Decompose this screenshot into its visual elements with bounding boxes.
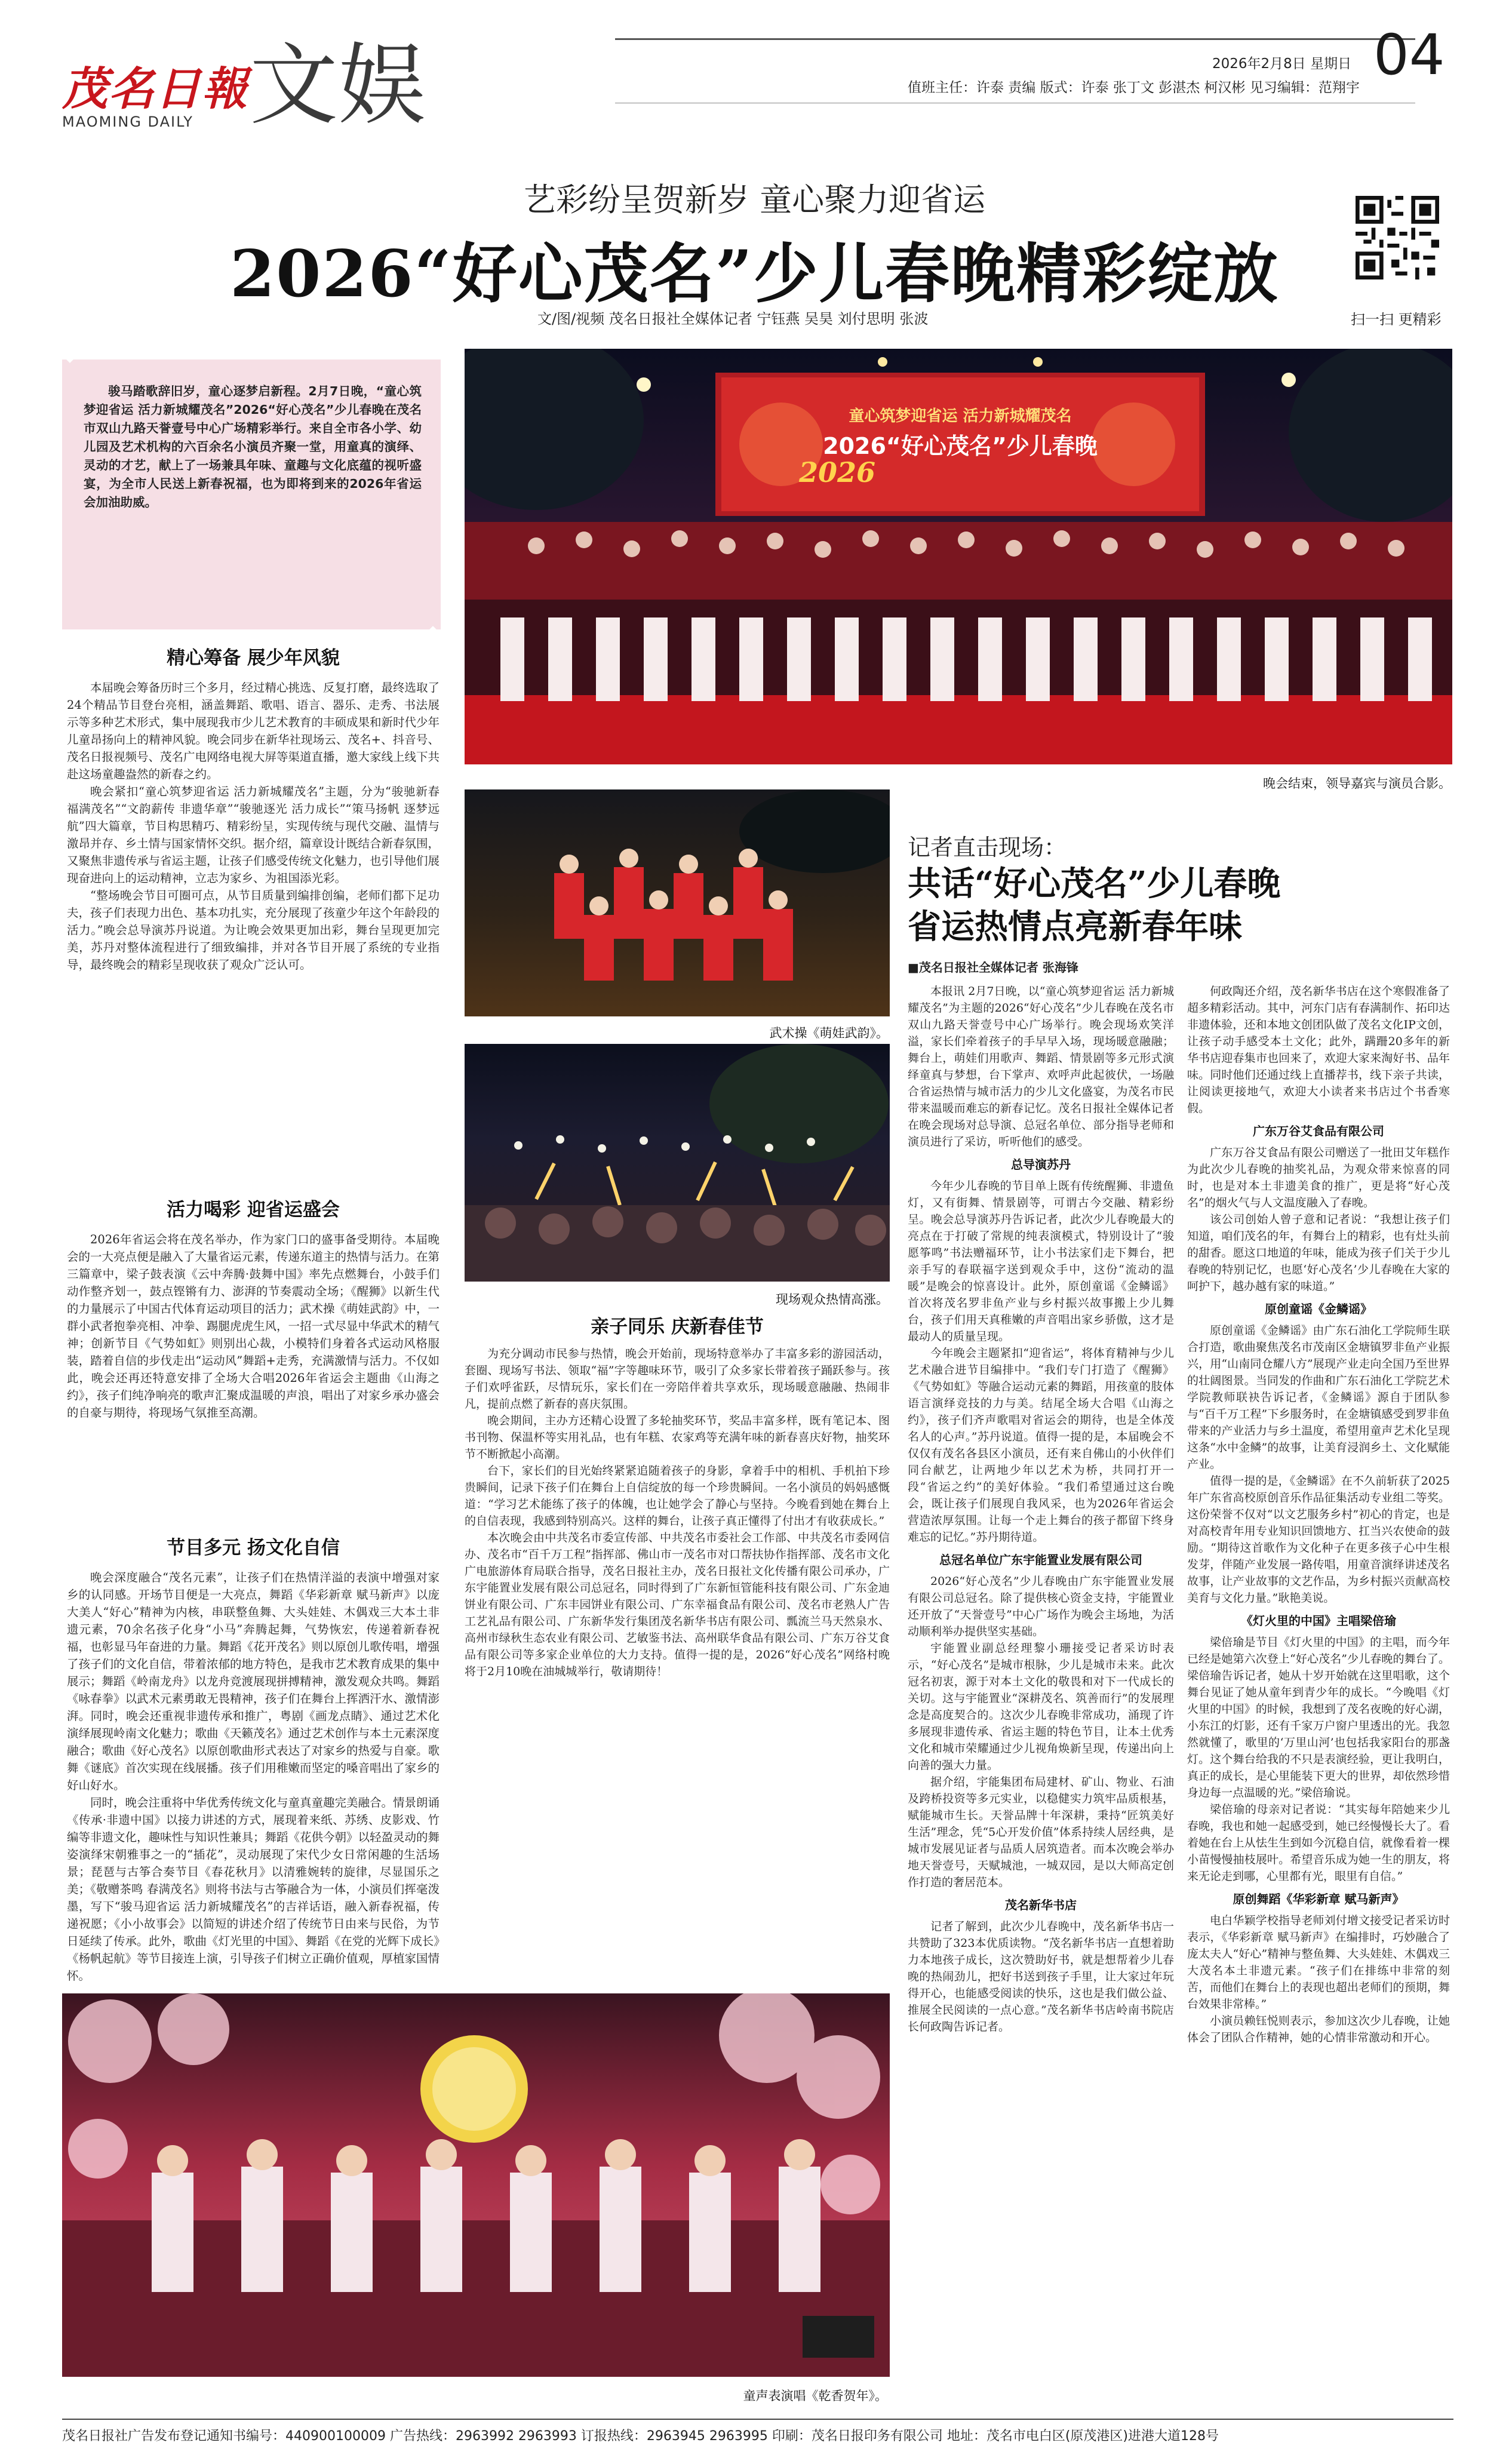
bottom-photo-art: [62, 1993, 890, 2377]
left-section-2: [67, 1194, 440, 1421]
org-head: 总导演苏丹: [1011, 1157, 1071, 1172]
right-article-title-1: 共话“好心茂名”少儿春晚: [908, 864, 1281, 904]
para: 今年少儿春晚的节目单上既有传统醒狮、非遗鱼灯，又有街舞、情景剧等，可谓古今交融、精彩纷呈。晚会总导演苏丹告诉记者，此次少儿春晚最大的亮点在于打破了常规的纯表演模式，特别设计了“骏愿筝鸣”书法赠福环节，让小书法家们走下舞台，把亲手写的春联福字送到观众手中，这份“流动的温暖”是晚会的惊喜设计。此外，原创童谣《金鳞谣》首次将茂名罗非鱼产业与乡村振兴故事搬上少儿舞台，孩子们用天真稚嫩的声音唱出家乡骄傲，这才是最动人的质量呈现。: [908, 1179, 1174, 1343]
qr-caption: 扫一扫 更精彩: [1351, 311, 1442, 328]
para: 电白华颖学校指导老师刘付增文接受记者采访时表示，《华彩新章 赋马新声》在编排时，巧妙融合了庞太夫人“好心”精神与整鱼舞、大头娃娃、木偶戏三大茂名本土非遗元素。“孩子们在排练中非常的刻苦，而他们在舞台上的表现也超出老师们的预期，舞台效果非常棒。”: [1187, 1914, 1450, 2011]
masthead-logo: 茂名日報: [62, 62, 248, 115]
lead-paragraph: 骏马踏歌辞旧岁，童心逐梦启新程。2月7日晚，“童心筑梦迎省运 活力新城耀茂名”2026“好心茂名”少儿春晚在茂名市双山九路天誉壹号中心广场精彩举行。来自全市各小学、幼儿园及艺术机构的六百余名小演员齐聚一堂，用童真的演绎、灵动的才艺，献上了一场兼具年味、童趣与文化底蕴的视听盛宴，为全市人民送上新春祝福，也为即将到来的2026年省运会加油助威。: [84, 384, 422, 509]
hero-photo: [465, 349, 1452, 764]
org-head: 总冠名单位广东宇能置业发展有限公司: [939, 1553, 1142, 1567]
wushu-caption: 武术操《萌娃武韵》。: [769, 1026, 889, 1040]
bottom-photo: [62, 1993, 890, 2377]
para: 为充分调动市民参与热情，晚会开始前，现场特意举办了丰富多彩的游园活动，套圈、现场写书法、领取“福”字等趣味环节，吸引了众多家长带着孩子踊跃参与。孩子们欢呼雀跃，尽情玩乐，家长们在一旁陪伴着共享欢乐，现场暖意融融、热闹非凡，提前点燃了新春的喜庆氛围。: [465, 1347, 890, 1411]
audience-photo-art: [465, 1044, 890, 1282]
para: 2026“好心茂名”少儿春晚由广东宇能置业发展有限公司总冠名。除了提供核心资金支持，宇能置业还开放了“天誉壹号”中心广场作为晚会主场地，为活动顺利举办提供坚实基础。: [908, 1575, 1174, 1638]
para: 梁倍瑜的母亲对记者说：“其实每年陪她来少儿春晚，我也和她一起感受到，她已经慢慢长大了。看着她在台上从怯生生到如今沉稳自信，就像看着一棵小苗慢慢抽枝展叶。希望音乐成为她一生的朋友，将来无论走到哪，心里都有光，眼里有自信。”: [1187, 1803, 1450, 1883]
editor-credits: 值班主任：许泰 责编 版式：许泰 张丁文 彭湛杰 柯汉彬 见习编辑：范翔宇: [908, 80, 1360, 96]
para: 记者了解到，此次少儿春晚中，茂名新华书店一共赞助了323本优质读物。“茂名新华书店一直想着助力本地孩子成长，这次赞助好书，就是想帮着少儿春晚的热闹劲儿，把好书送到孩子手里，让大家过年玩得开心，也能感受阅读的快乐，这也是我们做公益、推展全民阅读的一点心意。”茂名新华书店岭南书院店长何政陶告诉记者。: [908, 1920, 1174, 2033]
para: 本次晚会由中共茂名市委宣传部、中共茂名市委社会工作部、中共茂名市委网信办、茂名市“百千万工程”指挥部、佛山市一茂名市对口帮扶协作指挥部、茂名市文化广电旅游体育局联合指导，茂名日报社主办，茂名日报社文化传播有限公司承办，广东宇能置业发展有限公司总冠名，同时得到了广东新恒管能科技有限公司、广东金迪饼业有限公司、广东丰园饼业有限公司、广东幸福食品有限公司、茂名市老熟人广告工艺礼品有限公司、广东新华发行集团茂名新华书店有限公司、瓢流兰马天然泉水、高州市绿秋生态农业有限公司、艺敏鉴书法、高州联华食品有限公司、广东万谷艾食品有限公司等多家企业单位的大力支持。值得一提的是，2026“好心茂名”网络村晚将于2月10晚在油城城举行，敬请期待！: [465, 1531, 890, 1678]
para: 该公司创始人曾子意和记者说：“我想让孩子们知道，咱们茂名的年，有舞台上的精彩，也有灶头前的甜香。愿这口地道的年味，能成为孩子们关于少儿春晚的特别记忆，也愿‘好心茂名’少儿春晚在大家的呵护下，越办越有家的味道。”: [1187, 1213, 1450, 1293]
para: 梁倍瑜是节目《灯火里的中国》的主唱，而今年已经是她第六次登上“好心茂名”少儿春晚的舞台了。梁倍瑜告诉记者，她从十岁开始就在这里唱歌，这个舞台见证了她从童年到青少年的成长。“今晚唱《灯火里的中国》的时候，我想到了茂名夜晚的好心湖，小东江的灯影，还有千家万户窗户里透出的光。我忽然就懂了，歌里的‘万里山河’也包括我家阳台的那盏灯。这个舞台给我的不只是表演经验，更让我明白，真正的成长，是心里能装下更大的世界，却依然珍惜身边每一点温暖的光。”梁倍瑜说。: [1187, 1636, 1450, 1799]
left-section-3: [67, 1532, 440, 1984]
audience-photo: [465, 1044, 890, 1282]
para: 台下，家长们的目光始终紧紧追随着孩子的身影，拿着手中的相机、手机拍下珍贵瞬间，记录下孩子们在舞台上自信绽放的每一个珍贵瞬间。一名小演员的妈妈感慨道：“学习艺术能练了孩子的体魄，也让她学会了静心与坚持。今晚看到她在舞台上的自信表现，我感到特别高兴。这样的舞台，让孩子真正懂得了付出才有收获成长。”: [465, 1464, 890, 1528]
right-col-b: [1187, 983, 1450, 2046]
audience-caption: 现场观众热情高涨。: [776, 1292, 889, 1307]
para: 晚会期间，主办方还精心设置了多轮抽奖环节，奖品丰富多样，既有笔记本、图书刊物、保温杯等实用礼品，也有年糕、农家鸡等充满年味的新春喜庆好物，抽奖环节不断掀起小高潮。: [465, 1414, 890, 1461]
header-rule: [615, 38, 1415, 40]
photo-banner-line2: 2026“好心茂名”少儿春晚: [823, 433, 1098, 459]
headline-kicker: 艺彩纷呈贺新岁 童心聚力迎省运: [523, 181, 986, 219]
para: 原创童谣《金鳞谣》由广东石油化工学院师生联合打造，歌曲聚焦茂名市茂南区金塘镇罗非鱼产业振兴，用“山南同仓耀八方”展现产业走向全国乃至世界的壮阔图景。当同发的作曲和广东石油化工学院艺术学院教师联袂告诉记者，《金鳞谣》源自于团队参与“百千万工程”下乡服务时，在金塘镇感受到罗非鱼带来的产业活力与乡土温度，希望用童声艺术化呈现这条“水中金鳞”的故事，让美育浸润乡土、文化赋能产业。: [1187, 1324, 1450, 1471]
bottom-caption: 童声表演唱《乾香贺年》。: [743, 2389, 887, 2403]
footer-rule: [62, 2419, 1453, 2420]
section-title: 文娱: [250, 34, 426, 137]
para: 今年晚会主题紧扣“迎省运”，将体育精神与少儿艺术融合进节目编排中。“我们专门打造了《醒狮》《气势如虹》等融合运动元素的舞蹈，用孩童的肢体语言演绎竞技的力与美。结尾全场大合唱《山海之约》，孩子们齐声歌唱对省运会的期待，也是全体茂名人的心声。”苏丹说道。值得一提的是，本届晚会不仅仅有茂名各县区小演员，还有来自佛山的小伙伴们同台献艺，让两地少年以艺术为桥，共同打开一段“省运之约”的美好体验。“我们希望通过这台晚会，既让孩子们展现自我风采，也为2026年省运会营造浓厚氛围。让每一个走上舞台的孩子都留下终身难忘的记忆。”苏丹期待道。: [908, 1347, 1174, 1544]
page-number: 04: [1373, 23, 1445, 88]
lead-corner-tl: [59, 341, 81, 363]
photo-year-sign: 2026: [799, 456, 876, 489]
para: 晚会深度融合“茂名元素”，让孩子们在热情洋溢的表演中增强对家乡的认同感。开场节目便是一大亮点，舞蹈《华彩新章 赋马新声》以庞大美人“好心”精神为内核，串联整鱼舞、大头娃娃、木偶戏三大本土非遗元素，70余名孩子化身“小马”奔腾起舞，气势恢宏，传递着新春祝福，也彰显马年奋进的力量。舞蹈《花开茂名》则以原创儿歌传唱，增强了孩子们的文化自信，带着浓郁的地方特色，是我市艺术教育成果的集中展示；舞蹈《岭南龙舟》以龙舟竞渡展现拼搏精神，激发观众共鸣。舞蹈《咏春拳》以武术元素勇敢无畏精神，孩子们在舞台上挥洒汗水、激情澎湃。同时，晚会还重视非遗传承和推广，粤剧《画龙点睛》、通过艺术化演绎展现岭南文化魅力；歌曲《天籁茂名》通过艺术创作与本土元素深度融合；歌曲《好心茂名》以原创歌曲形式表达了对家乡的热爱与自豪。歌舞《谜底》首次实现在线展播。孩子们用稚嫩而坚定的嗓音唱出了家乡的好山好水。: [67, 1571, 440, 1792]
para: 本报讯 2月7日晚，以“童心筑梦迎省运 活力新城耀茂名”为主题的2026“好心茂名”少儿春晚在茂名市双山九路天誉壹号中心广场举行。晚会现场欢笑洋溢，家长们牵着孩子的手早早入场，现场暖意融融；舞台上，萌娃们用歌声、舞蹈、情景剧等多元形式演绎童真与梦想，台下掌声、欢呼声此起彼伏，一场融合省运热情与城市活力的少儿文化盛宴，为茂名市民带来温暖而难忘的新春记忆。茂名日报社全媒体记者在晚会现场对总导演、总冠名单位、部分指导老师和演员进行了采访，听听他们的感受。: [908, 985, 1174, 1148]
footer-info: 茂名日报社广告发布登记通知书编号：440900100009 广告热线：2963992 2963993 订报热线：2963945 2963995 印刷：茂名日报印务有限公司 地址：茂名市电白区(原茂港区)进港大道128号: [62, 2429, 1219, 2444]
subhead-2: 活力喝彩 迎省运盛会: [167, 1199, 340, 1221]
para: 何政陶还介绍，茂名新华书店在这个寒假准备了超多精彩活动。其中，河东门店有春满制作、拓印达非遗体验，还和本地文创团队做了茂名文化IP文创，让孩子动手感受本土文化；此外，蹒跚20多年的新华书店迎春集市也回来了，欢迎大家来淘好书、品年味。同时他们还通过线上直播荐书，线下亲子共读，让阅读更接地气，欢迎大小读者来书店过个书香寒假。: [1187, 985, 1450, 1115]
subhead-1: 精心筹备 展少年风貌: [167, 647, 340, 669]
para: “整场晚会节目可圈可点，从节目质量到编排创编，老师们都下足功夫，孩子们表现力出色、基本功扎实，充分展现了孩童少年这个年龄段的活力。”晚会总导演苏丹说道。为让晚会效果更加出彩，舞台呈现更加完美，苏丹对整体流程进行了细致编排，并对各节目开展了系统的专业指导，最终晚会的精彩呈现收获了观众广泛认可。: [67, 889, 440, 972]
subhead-3: 节目多元 扬文化自信: [167, 1537, 340, 1559]
org-head: 原创童谣《金鳞谣》: [1265, 1302, 1372, 1316]
hero-caption: 晚会结束，领导嘉宾与演员合影。: [1263, 776, 1451, 791]
photo-banner-line1: 童心筑梦迎省运 活力新城耀茂名: [849, 407, 1072, 425]
byline: 文/图/视频 茂名日报社全媒体记者 宁钰燕 吴昊 刘付思明 张波: [537, 311, 929, 327]
para: 晚会紧扣“童心筑梦迎省运 活力新城耀茂名”主题，分为“骏驰新春 福满茂名”“文韵薪传 非遗华章”“骏驰逐光 活力成长”“策马扬帆 逐梦远航”四大篇章，节目构思精巧、精彩纷呈，实现传统与现代交融、温情与激昂并存、乡土情与国家情怀交织。据介绍，篇章设计既结合新春氛围，又聚焦非遗传承与省运主题，让孩子们感受传统文化魅力，也引导他们展现奋进向上的运动精神，立志为家乡、为祖国添光彩。: [67, 785, 440, 885]
org-head: 广东万谷艾食品有限公司: [1253, 1124, 1384, 1138]
para: 本届晚会筹备历时三个多月，经过精心挑选、反复打磨，最终选取了24个精品节目登台亮相，涵盖舞蹈、歌唱、语言、器乐、走秀、书法展示等多种艺术形式，集中展现我市少儿艺术教育的丰硕成果和新时代少年儿童昂扬向上的精神风貌。晚会同步在新华社现场云、茂名+、抖音号、茂名日报视频号、茂名广电网络电视大屏等渠道直播，邀大家线上线下共赴这场童趣盎然的新春之约。: [67, 681, 440, 781]
para: 2026年省运会将在茂名举办，作为家门口的盛事备受期待。本届晚会的一大亮点便是融入了大量省运元素，传递东道主的热情与活力。在第三篇章中，梁子鼓表演《云中奔腾·鼓舞中国》率先点燃舞台，小鼓手们动作整齐划一，鼓点铿锵有力、澎湃的节奏震动全场；《醒狮》以新生代的力量展示了中国古代体育运动项目的活力；武术操《萌娃武韵》中，一群小武者抱拳亮相、冲拳、踢腿虎虎生风，一招一式尽显中华武术的精气神；创新节目《气势如虹》则别出心裁，小模特们身着各式运动风格服装，踏着自信的步伐走出“运动风”舞蹈+走秀，充满激情与活力。不仅如此，晚会还再还特意安排了全场大合唱2026年省运会主题曲《山海之约》，孩子们纯净响亮的歌声汇聚成温暖的声浪，唱出了对家乡承办盛会的自豪与期待，将现场气氛推至高潮。: [67, 1233, 440, 1420]
issue-date: 2026年2月8日 星期日: [1212, 56, 1352, 72]
para: 同时，晚会注重将中华优秀传统文化与童真童趣完美融合。情景朗诵《传承·非遗中国》以接力讲述的方式，展现着来纸、苏绣、皮影戏、竹编等非遗文化，趣味性与知识性兼具；舞蹈《花供今朝》以轻盈灵动的舞姿演绎宋朝雅事之一的“插花”，灵动展现了宋代少女日常闲趣的生活场景；琵琶与古筝合奏节目《春花秋月》以清雅婉转的旋律，尽显国乐之美；《敬赠茶鸣 春满茂名》则将书法与古筝融合为一体，小演员们挥毫泼墨，写下“骏马迎省运 活力新城耀茂名”的吉祥话语，融入新春祝福，传递祝愿；《小小故事会》以简短的讲述介绍了传统节日由来与民俗，为节日延续了传承。此外，歌曲《灯光里的中国》、舞蹈《在党的光辉下成长》《杨帆起航》等节目接连上演，引导孩子们树立正确价值观，厚植家国情怀。: [67, 1796, 440, 1983]
qr-code-icon[interactable]: [1356, 196, 1439, 279]
mid-section: [465, 1311, 890, 1680]
para: 据介绍，宇能集团布局建材、矿山、物业、石油及跨桥投资等多元实业，以稳健实力筑牢品质根基，赋能城市生长。天誉品牌十年深耕，秉持“匠筑美好生活”理念，凭“5心开发价值”体系持续人居经典，是城市发展见证者与品质人居筑造者。而本次晚会举办地天誉壹号，天赋城池，一城双园，是以大师高定创作打造的奢居范本。: [908, 1775, 1174, 1889]
para: 宇能置业副总经理黎小珊接受记者采访时表示，“好心茂名”是城市根脉，少儿是城市未来。此次冠名初衷，源于对本土文化的敬畏和对下一代成长的关切。这与宇能置业“深耕茂名、筑善而行”的发展理念是高度契合的。这次少儿春晚非常成功，涌现了许多展现非遗传承、省运主题的特色节目，让本土优秀文化和城市荣耀通过少儿视角焕新呈现，传递出向上向善的强大力量。: [908, 1642, 1174, 1772]
org-head: 《灯火里的中国》主唱梁倍瑜: [1241, 1614, 1396, 1628]
right-article-title-2: 省运热情点亮新春年味: [908, 907, 1242, 947]
masthead: [0, 0, 1509, 137]
wushu-photo: [465, 789, 890, 1016]
right-article-byline: ■茂名日报社全媒体记者 张海锋: [908, 960, 1078, 975]
masthead-logo-en: MAOMING DAILY: [62, 113, 193, 130]
left-section-1: [67, 643, 440, 973]
wushu-photo-art: [465, 789, 890, 1016]
org-head: 原创舞蹈《华彩新章 赋马新声》: [1233, 1892, 1404, 1906]
right-article-kicker: 记者直击现场：: [908, 834, 1067, 861]
headline-title: 2026“好心茂名”少儿春晚精彩绽放: [230, 236, 1279, 312]
para: 小演员赖钰悦则表示，参加这次少儿春晚，让她体会了团队合作精神，她的心情非常激动和开心。: [1187, 2014, 1450, 2044]
lead-box: [62, 360, 441, 629]
subhead-mid: 亲子同乐 庆新春佳节: [591, 1316, 764, 1338]
org-head: 茂名新华书店: [1005, 1898, 1077, 1912]
para: 值得一提的是，《金鳞谣》在不久前斩获了2025年广东省高校原创音乐作品征集活动专业组二等奖。这份荣誉不仅对“以文艺服务乡村”初心的肯定，也是对高校青年用专业知识回馈地方、扛当兴农使命的鼓励。“期待这首歌作为文化种子在更多孩子心中生根发芽，伴随产业发展一路传唱，用童音演绎讲述茂名故事，让产业故事的文艺作品，为乡村振兴贡献高校美育与文化力量。”耿艳美说。: [1187, 1474, 1450, 1605]
right-col-a: [908, 983, 1174, 2035]
para: 广东万谷艾食品有限公司赠送了一批田艾年糕作为此次少儿春晚的抽奖礼品，为观众带来惊喜的同时，也是对本土非遗美食的推广，更是将“好心茂名”的烟火气与人文温度融入了春晚。: [1187, 1146, 1450, 1209]
